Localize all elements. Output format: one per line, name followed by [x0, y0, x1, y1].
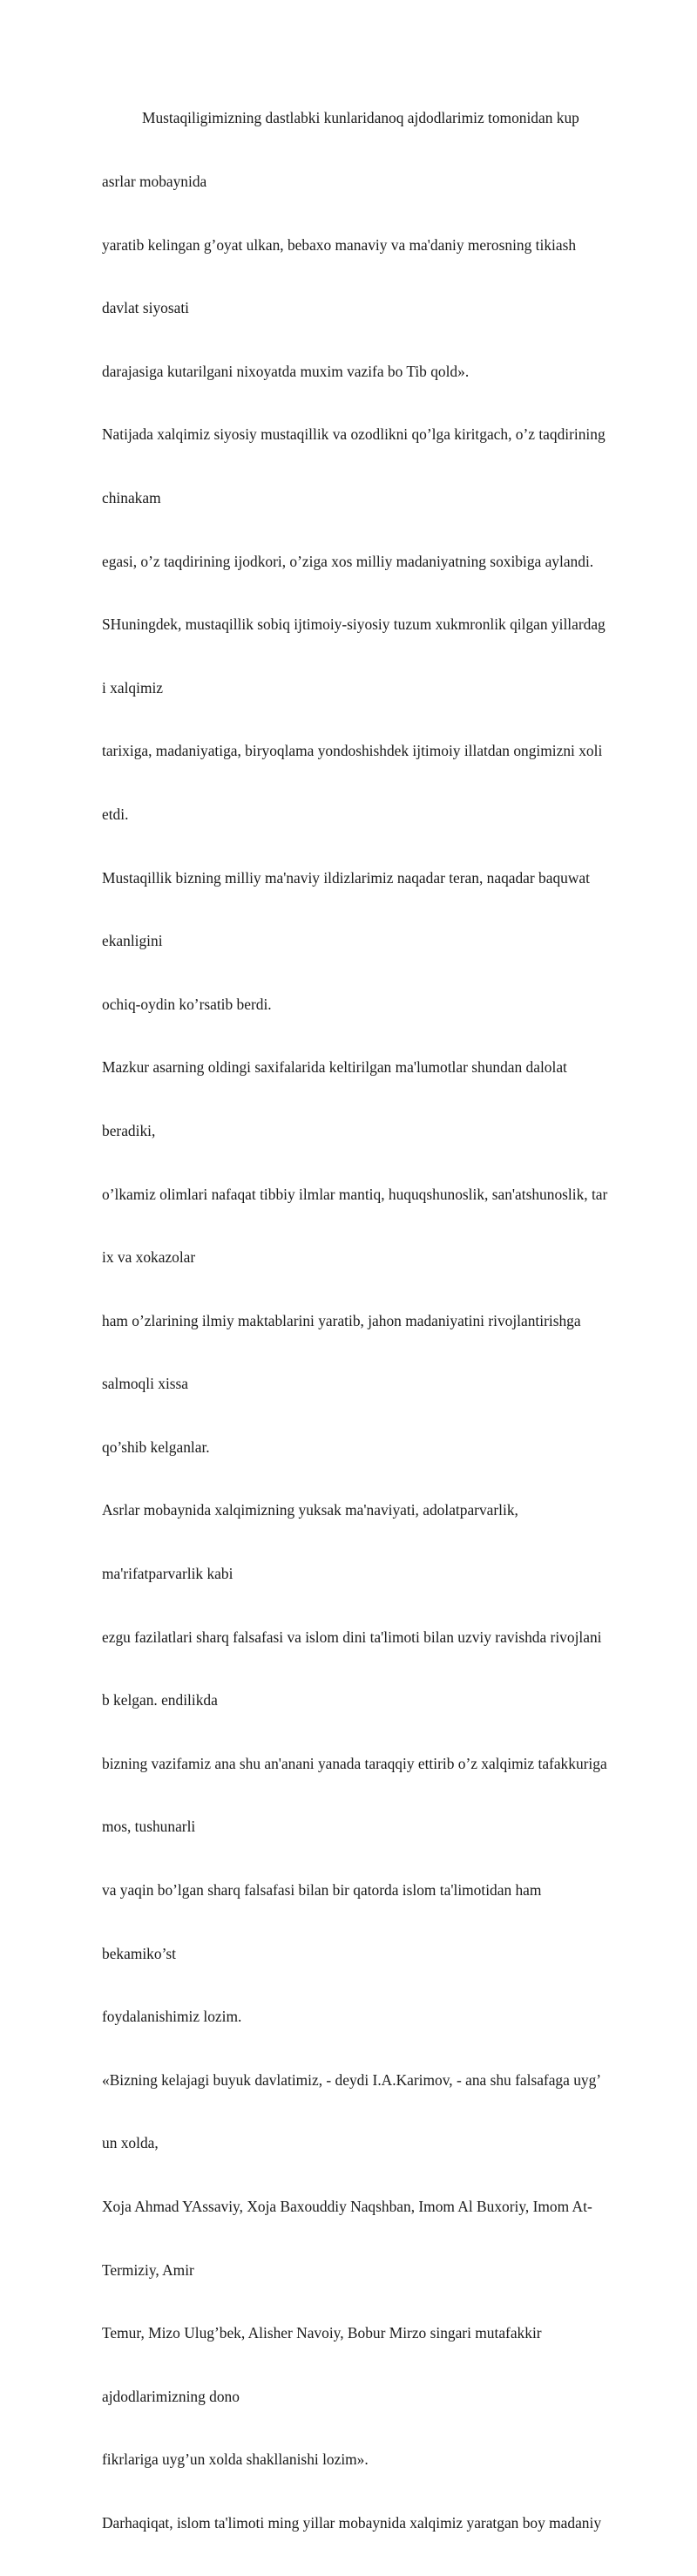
text-line: Temur, Mizo Ulug’bek, Alisher Navoiy, Bobur Mirzo singari mutafakkir	[102, 2324, 542, 2342]
text-line: SHuningdek, mustaqillik sobiq ijtimoiy-siyosiy tuzum xukmronlik qilgan yillardag	[102, 615, 606, 634]
text-line: Mustaqillik bizning milliy ma'naviy ildizlarimiz naqadar teran, naqadar baquwat	[102, 868, 590, 887]
text-line: beradiki,	[102, 1121, 156, 1139]
text-line: davlat siyosati	[102, 299, 189, 317]
text-line: yaratib kelingan g’oyat ulkan, bebaxo manaviy va ma'daniy merosning tikiash	[102, 235, 577, 254]
text-line: va yaqin bo’lgan sharq falsafasi bilan bir qatorda islom ta'limotidan ham	[102, 1881, 542, 1900]
text-line: i xalqimiz	[102, 678, 164, 697]
text-line: foydalanishimiz lozim.	[102, 2008, 242, 2026]
text-line: Darhaqiqat, islom ta'limoti ming yillar mobaynida xalqimiz yaratgan boy madaniy	[102, 2513, 602, 2532]
text-line: Natijada xalqimiz siyosiy mustaqillik va ozodlikni qo’lga kiritgach, o’z taqdirining	[102, 425, 606, 444]
text-line: fikrlariga uyg’un xolda shakllanishi lozim».	[102, 2450, 369, 2469]
text-line: ochiq-oydin ko’rsatib berdi.	[102, 995, 272, 1013]
text-line: tarixiga, madaniyatiga, biryoqlama yondoshishdek ijtimoiy illatdan ongimizni xoli	[102, 742, 603, 760]
text-line: ajdodlarimizning dono	[102, 2387, 240, 2405]
text-line: qo’shib kelganlar.	[102, 1438, 210, 1456]
text-line: bekamiko’st	[102, 1944, 177, 1962]
text-line: bizning vazifamiz ana shu an'anani yanada taraqqiy ettirib o’z xalqimiz tafakkuriga	[102, 1754, 607, 1772]
text-line: etdi.	[102, 805, 129, 823]
text-line: Mustaqiligimizning dastlabki kunlaridanoq ajdodlarimiz tomonidan kup	[142, 109, 579, 127]
text-line: un xolda,	[102, 2134, 159, 2152]
text-line: ix va xokazolar	[102, 1248, 196, 1267]
text-line: ma'rifatparvarlik kabi	[102, 1565, 233, 1583]
text-line: b kelgan. endilikda	[102, 1691, 218, 1709]
body-text	[102, 65, 651, 2576]
text-line: Xoja Ahmad YAssaviy, Xoja Baxouddiy Naqshban, Imom Al Buxoriy, Imom At-	[102, 2198, 592, 2215]
text-line: mos, tushunarli	[102, 1818, 196, 1836]
text-line: asrlar mobaynida	[102, 173, 207, 190]
text-line: ezgu fazilatlari sharq falsafasi va islom dini ta'limoti bilan uzviy ravishda rivojlani	[102, 1628, 602, 1646]
text-line: o’lkamiz olimlari nafaqat tibbiy ilmlar mantiq, huquqshunoslik, san'atshunoslik, tar	[102, 1185, 608, 1203]
text-line: ekanligini	[102, 932, 163, 950]
text-line: Asrlar mobaynida xalqimizning yuksak ma'naviyati, adolatparvarlik,	[102, 1501, 518, 1519]
text-line: salmoqli xissa	[102, 1375, 189, 1393]
text-line: chinakam	[102, 488, 161, 506]
text-line: Mazkur asarning oldingi saxifalarida keltirilgan ma'lumotlar shundan dalolat	[102, 1058, 567, 1077]
text-line: Termiziy, Amir	[102, 2260, 194, 2279]
text-line: darajasiga kutarilgani nixoyatda muxim vazifa bo Tib qold».	[102, 362, 470, 380]
text-line: «Bizning kelajagi buyuk davlatimiz, - deydi I.A.Karimov, - ana shu falsafaga uyg’	[102, 2070, 602, 2089]
text-line: egasi, o’z taqdirining ijodkori, o’ziga xos milliy madaniyatning soxibiga aylandi.	[102, 552, 594, 570]
text-line: ham o’zlarining ilmiy maktablarini yaratib, jahon madaniyatini rivojlantirishga	[102, 1311, 581, 1329]
